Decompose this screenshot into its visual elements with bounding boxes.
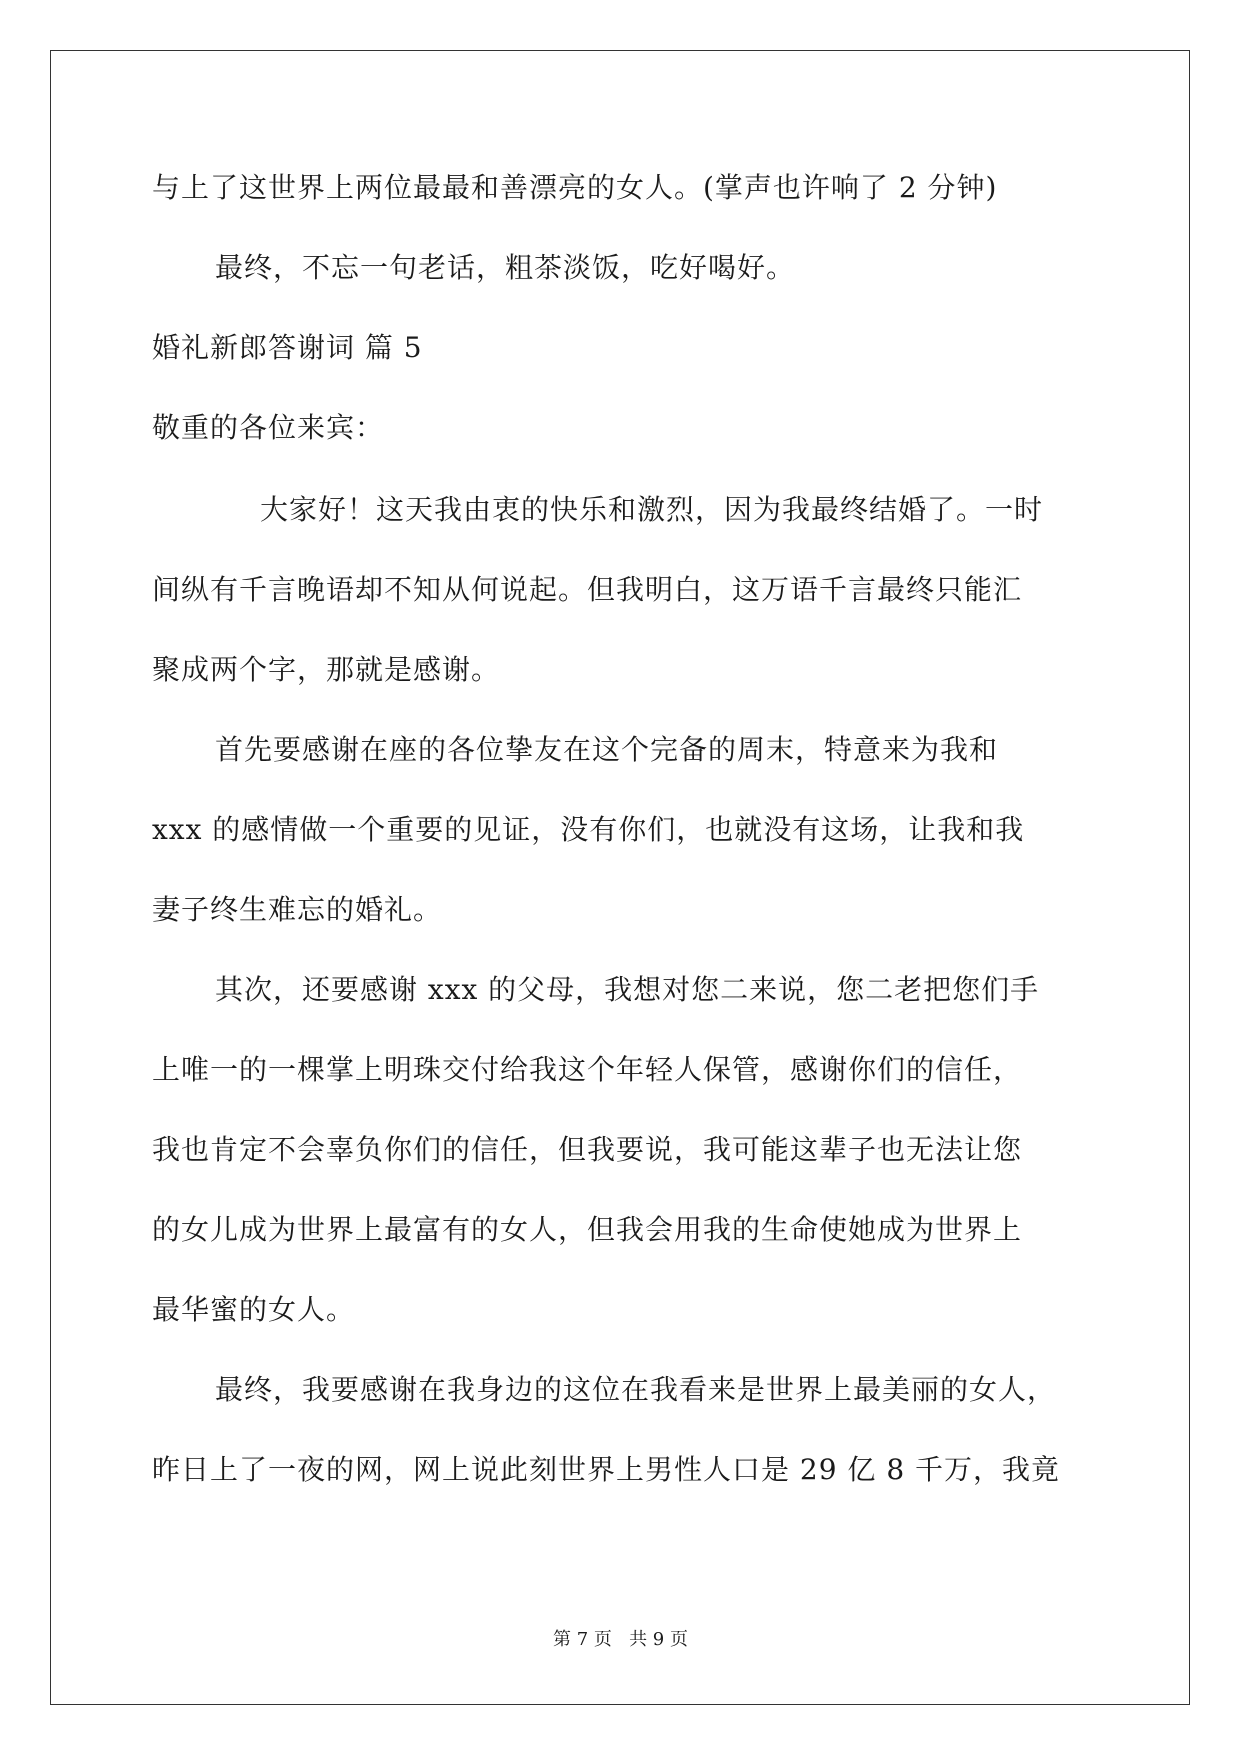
text-line-10: 妻子终生难忘的婚礼。 [152,893,443,926]
text-line-5: 大家好！这天我由衷的快乐和激烈，因为我最终结婚了。一时 [260,493,1044,526]
text-line-9: xxx 的感情做一个重要的见证，没有你们，也就没有这场，让我和我 [152,813,1025,846]
text-line-8: 首先要感谢在座的各位挚友在这个完备的周末，特意来为我和 [215,733,999,766]
text-line-14: 的女儿成为世界上最富有的女人，但我会用我的生命使她成为世界上 [152,1213,1023,1246]
text-line-2: 最终，不忘一句老话，粗茶淡饭，吃好喝好。 [215,251,796,284]
text-line-11: 其次，还要感谢 xxx 的父母，我想对您二来说，您二老把您们手 [215,973,1040,1006]
text-line-12: 上唯一的一棵掌上明珠交付给我这个年轻人保管，感谢你们的信任， [152,1053,1023,1086]
text-line-13: 我也肯定不会辜负你们的信任，但我要说，我可能这辈子也无法让您 [152,1133,1023,1166]
section-heading: 婚礼新郎答谢词 篇 5 [152,331,423,364]
salutation: 敬重的各位来宾： [152,411,385,444]
text-line-6: 间纵有千言晚语却不知从何说起。但我明白，这万语千言最终只能汇 [152,573,1023,606]
text-line-17: 昨日上了一夜的网，网上说此刻世界上男性人口是 29 亿 8 千万，我竟 [152,1453,1061,1486]
page-footer: 第 7 页 共 9 页 [553,1629,688,1650]
text-line-15: 最华蜜的女人。 [152,1293,356,1326]
text-line-1: 与上了这世界上两位最最和善漂亮的女人。(掌声也许响了 2 分钟) [152,171,998,204]
text-line-7: 聚成两个字，那就是感谢。 [152,653,501,686]
text-line-16: 最终，我要感谢在我身边的这位在我看来是世界上最美丽的女人， [215,1373,1057,1406]
